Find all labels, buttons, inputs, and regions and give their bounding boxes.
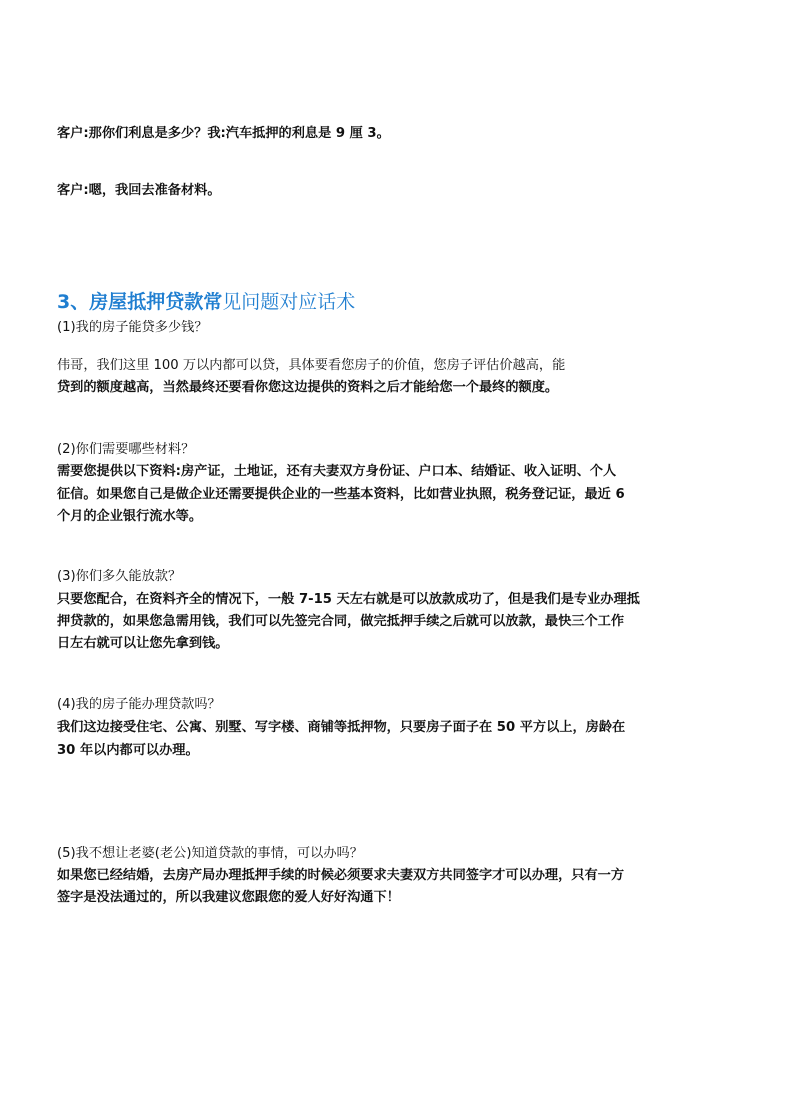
answer-1-line-2: 贷到的额度越高，当然最终还要看你您这边提供的资料之后才能给您一个最终的额度。 [57, 380, 559, 395]
section-heading [57, 289, 355, 315]
question-2: (2)你们需要哪些材料？ [57, 442, 195, 457]
answer-4-line-2: 30 年以内都可以办理。 [57, 743, 199, 758]
question-3: (3)你们多久能放款？ [57, 569, 182, 584]
answer-2-line-2: 征信。如果您自己是做企业还需要提供企业的一些基本资料，比如营业执照，税务登记证，最近 6 [57, 487, 625, 502]
answer-3-line-3: 日左右就可以让您先拿到钱。 [57, 636, 229, 651]
answer-1-line-1: 伟哥，我们这里 100 万以内都可以贷，具体要看您房子的价值，您房子评估价越高，能 [57, 358, 566, 373]
question-4: (4)我的房子能办理贷款吗？ [57, 697, 221, 712]
answer-5-line-1: 如果您已经结婚，去房产局办理抵押手续的时候必须要求夫妻双方共同签字才可以办理，只有一方 [57, 868, 625, 883]
section-heading-bold: 3、房屋抵押贷款常 [57, 291, 223, 313]
question-1: (1)我的房子能贷多少钱？ [57, 320, 208, 335]
section-heading-rest: 见问题对应话术 [222, 291, 356, 313]
question-5: (5)我不想让老婆(老公)知道贷款的事情，可以办吗？ [57, 846, 363, 861]
intro-line-1: 客户:那你们利息是多少？我:汽车抵押的利息是 9 厘 3。 [57, 126, 390, 141]
intro-line-2: 客户:嗯，我回去准备材料。 [57, 183, 221, 198]
answer-5-line-2: 签字是没法通过的，所以我建议您跟您的爱人好好沟通下！ [57, 890, 400, 905]
answer-3-line-2: 押贷款的，如果您急需用钱，我们可以先签完合同，做完抵押手续之后就可以放款，最快三个工作 [57, 614, 625, 629]
answer-3-line-1: 只要您配合，在资料齐全的情况下，一般 7-15 天左右就是可以放款成功了，但是我们是专业办理抵 [57, 592, 640, 607]
answer-4-line-1: 我们这边接受住宅、公寓、别墅、写字楼、商铺等抵押物，只要房子面子在 50 平方以上，房龄在 [57, 720, 626, 735]
answer-2-line-3: 个月的企业银行流水等。 [57, 509, 203, 524]
answer-2-line-1: 需要您提供以下资料:房产证，土地证，还有夫妻双方身份证、户口本、结婚证、收入证明、个人 [57, 464, 617, 479]
